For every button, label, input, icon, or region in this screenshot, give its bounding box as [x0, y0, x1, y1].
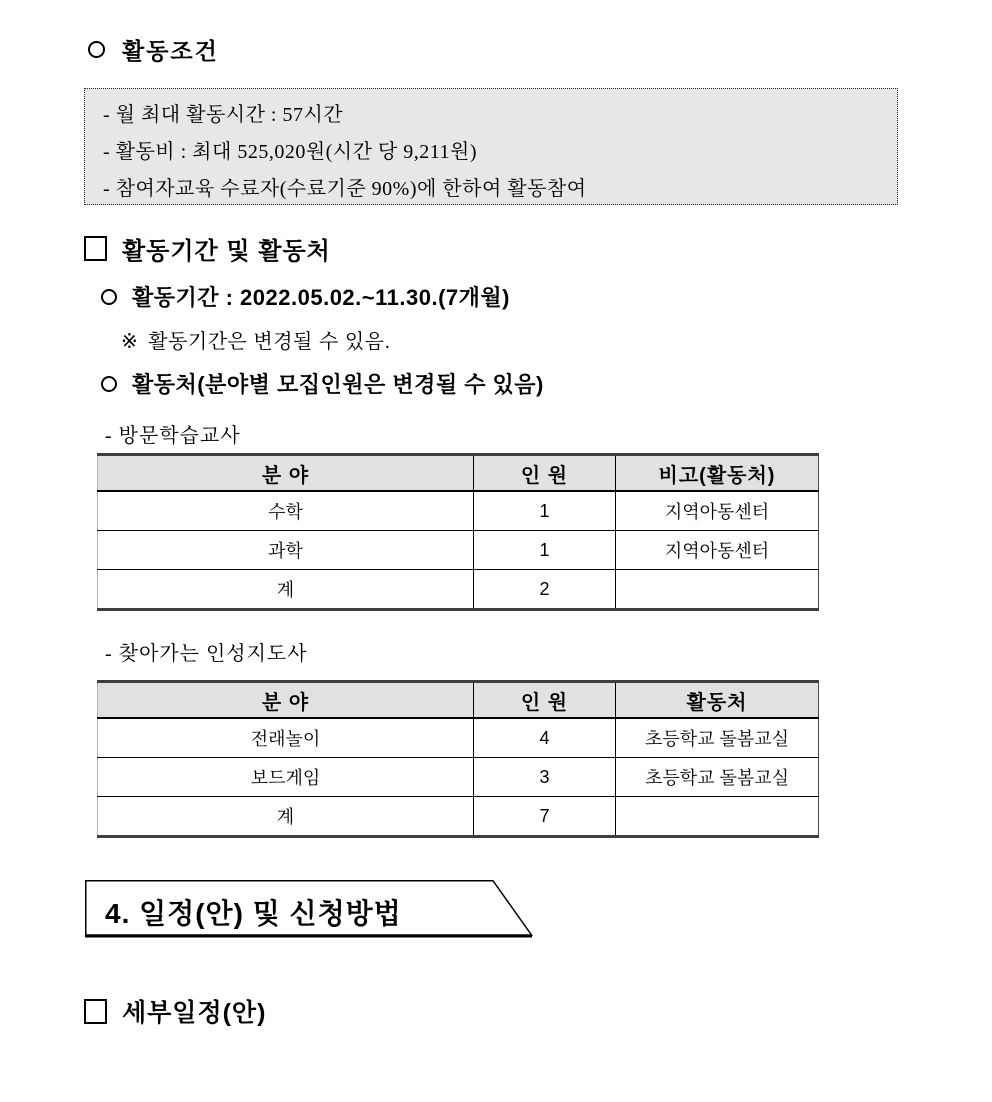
condition-line-training: - 참여자교육 수료자(수료기준 90%)에 한하여 활동참여 — [103, 178, 587, 200]
column-header-count: 인 원 — [474, 682, 616, 719]
table-header-row — [98, 455, 819, 492]
schedule-banner-title: 4. 일정(안) 및 신청방법 — [105, 898, 402, 929]
cell-count: 3 — [474, 758, 616, 797]
activity-sites-line — [101, 368, 544, 399]
cell-site — [616, 797, 819, 837]
column-header-field: 분 야 — [98, 682, 474, 719]
circle-bullet-icon — [88, 41, 105, 58]
table-header-row — [98, 682, 819, 719]
table-row — [98, 531, 819, 570]
column-header-field: 분 야 — [98, 455, 474, 492]
table-row-total — [98, 570, 819, 610]
cell-site: 초등학교 돌봄교실 — [616, 758, 819, 797]
cell-field: 과학 — [98, 531, 474, 570]
column-header-remark: 비고(활동처) — [616, 455, 819, 492]
detail-schedule-heading — [84, 993, 266, 1029]
cell-field: 전래놀이 — [98, 718, 474, 758]
table-row — [98, 758, 819, 797]
period-change-note — [121, 325, 391, 354]
activity-sites-text: 활동처(분야별 모집인원은 변경될 수 있음) — [132, 372, 544, 397]
table-row-total — [98, 797, 819, 837]
cell-count: 2 — [474, 570, 616, 610]
condition-line-pay: - 활동비 : 최대 525,020원(시간 당 9,211원) — [103, 141, 477, 163]
cell-remark — [616, 570, 819, 610]
column-header-count: 인 원 — [474, 455, 616, 492]
cell-count: 4 — [474, 718, 616, 758]
column-header-site: 활동처 — [616, 682, 819, 719]
square-bullet-icon — [84, 999, 107, 1024]
cell-count: 7 — [474, 797, 616, 837]
cell-count: 1 — [474, 491, 616, 531]
condition-line-max-hours: - 월 최대 활동시간 : 57시간 — [103, 104, 344, 126]
activity-conditions-title: 활동조건 — [122, 38, 219, 64]
circle-bullet-icon — [101, 289, 117, 305]
cell-count: 1 — [474, 531, 616, 570]
activity-conditions-heading — [88, 33, 219, 66]
reference-mark-icon: ※ — [121, 329, 139, 353]
character-mentor-table — [97, 680, 819, 838]
table-row — [98, 491, 819, 531]
period-and-sites-heading — [84, 231, 331, 266]
cell-field: 보드게임 — [98, 758, 474, 797]
visiting-teacher-label: - 방문학습교사 — [105, 425, 241, 447]
cell-site: 초등학교 돌봄교실 — [616, 718, 819, 758]
detail-schedule-title: 세부일정(안) — [122, 999, 267, 1027]
conditions-box — [84, 88, 898, 205]
character-mentor-label: - 찾아가는 인성지도사 — [105, 643, 308, 665]
activity-period-line — [101, 281, 510, 312]
table-row — [98, 718, 819, 758]
visiting-teacher-table — [97, 453, 819, 611]
schedule-section-banner — [85, 879, 535, 940]
cell-remark: 지역아동센터 — [616, 491, 819, 531]
cell-remark: 지역아동센터 — [616, 531, 819, 570]
period-change-note-text: 활동기간은 변경될 수 있음. — [148, 331, 391, 353]
activity-period-text: 활동기간 : 2022.05.02.~11.30.(7개월) — [132, 285, 510, 310]
square-bullet-icon — [84, 236, 107, 261]
cell-field: 계 — [98, 570, 474, 610]
cell-field: 수학 — [98, 491, 474, 531]
circle-bullet-icon — [101, 376, 117, 392]
period-and-sites-title: 활동기간 및 활동처 — [122, 238, 331, 265]
cell-field: 계 — [98, 797, 474, 837]
